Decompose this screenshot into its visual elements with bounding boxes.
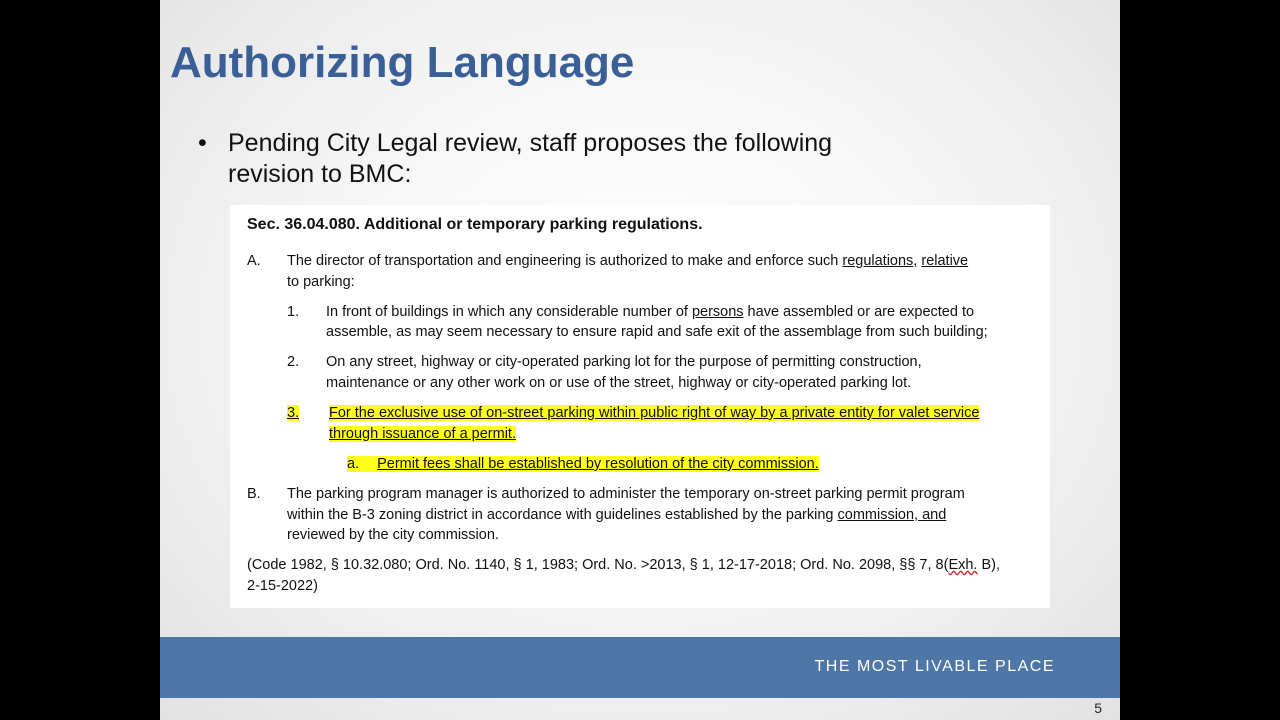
item-1-line-2: assemble, as may seem necessary to ensure rapid and safe exit of the assemblage from such building; [326, 324, 988, 340]
slide-title: Authorizing Language [170, 38, 635, 87]
item-1-line-1 [326, 304, 974, 320]
bullet-line-1: Pending City Legal review, staff proposes the following [228, 129, 833, 157]
highlight-gap [359, 456, 377, 472]
item-3a [347, 456, 819, 472]
underlined-text: relative [921, 253, 969, 269]
text-run: B), [977, 557, 1001, 573]
item-3-line-1 [329, 405, 979, 421]
underlined-text: persons [691, 304, 744, 320]
presentation-slide [160, 0, 1120, 720]
code-excerpt-image [230, 205, 1050, 608]
text-run: (Code 1982, § 10.32.080; Ord. No. 1140, § 1, 1983; Ord. No. >2013, § 1, 12-17-2018; Ord. No. 2098, §§ 7, 8( [247, 557, 949, 573]
item-2-line-1: On any street, highway or city-operated parking lot for the purpose of permitting construction, [326, 354, 922, 370]
section-b-line-3: reviewed by the city commission. [287, 527, 499, 543]
section-b-line-1: The parking program manager is authorized to administer the temporary on-street parking permit program [287, 486, 965, 502]
highlighted-text: through issuance of a permit. [329, 426, 516, 442]
footer-band [160, 637, 1120, 698]
bullet-dot: • [198, 129, 207, 157]
spellcheck-text: Exh. [948, 557, 978, 573]
section-b-marker: B. [247, 486, 261, 502]
history-line-2: 2-15-2022) [247, 578, 318, 594]
bullet-text [228, 128, 928, 190]
underlined-text: regulations, [842, 253, 918, 269]
section-a-line-1 [287, 253, 968, 269]
text-run: have assembled or are expected to [743, 304, 975, 320]
bullet-line-2: revision to BMC: [228, 160, 412, 188]
highlighted-text: For the exclusive use of on-street parking within public right of way by a private entity for valet service [329, 405, 980, 421]
section-heading: Sec. 36.04.080. Additional or temporary parking regulations. [247, 216, 703, 233]
item-3a-marker: a. [347, 456, 360, 472]
underlined-text: commission, and [837, 507, 947, 523]
item-1-marker: 1. [287, 304, 300, 320]
text-run: within the B-3 zoning district in accordance with guidelines established by the parking [287, 507, 838, 523]
item-3-marker [287, 405, 299, 421]
item-2-marker: 2. [287, 354, 300, 370]
slide-number: 5 [1094, 700, 1102, 716]
item-3a-text: Permit fees shall be established by resolution of the city commission. [377, 456, 819, 472]
text-run: The director of transportation and engineering is authorized to make and enforce such [287, 253, 843, 269]
item-2-line-2: maintenance or any other work on or use of the street, highway or city-operated parking lot. [326, 375, 912, 391]
section-a-marker: A. [247, 253, 261, 269]
section-a-line-2: to parking: [287, 274, 355, 290]
text-run: In front of buildings in which any considerable number of [326, 304, 692, 320]
section-b-line-2 [287, 507, 946, 523]
footer-tagline: THE MOST LIVABLE PLACE [814, 658, 1055, 675]
history-line-1 [247, 557, 1000, 573]
item-3-line-2 [329, 426, 516, 442]
highlighted-text: 3. [287, 405, 300, 421]
